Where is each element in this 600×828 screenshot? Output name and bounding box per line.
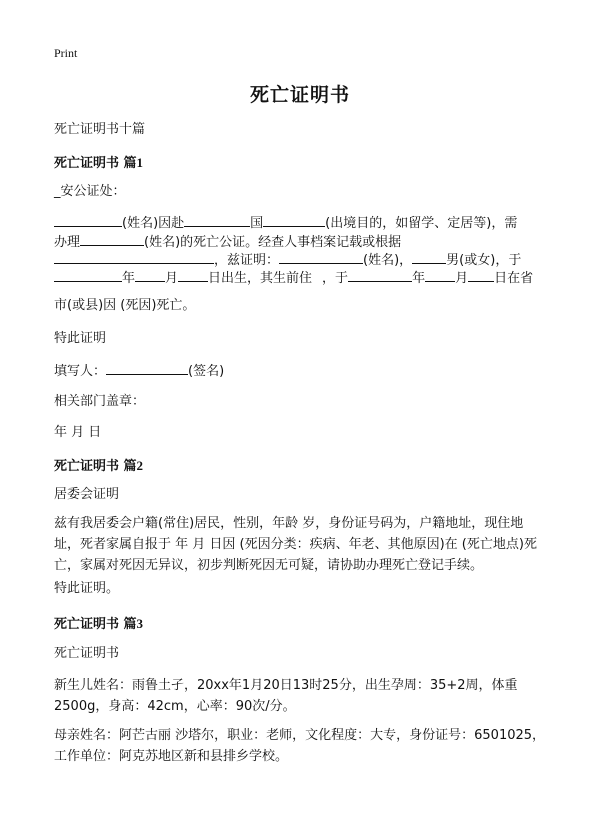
- recipient-line: _安公证处：: [54, 184, 126, 199]
- signature-blank[interactable]: [106, 361, 188, 375]
- form-text: 国: [250, 216, 264, 231]
- section-heading-1: [54, 152, 143, 171]
- filler-line: [54, 361, 224, 381]
- form-line-3: [54, 250, 521, 270]
- form-text: (出境目的，如留学、定居等)，需: [325, 216, 518, 231]
- section-heading-3: [54, 613, 143, 632]
- month-blank[interactable]: [135, 268, 165, 282]
- day-blank[interactable]: [468, 268, 494, 282]
- date-line: 年 月 日: [54, 425, 102, 440]
- section-heading-2: [54, 455, 143, 474]
- page-title: 死亡证明书: [249, 84, 350, 106]
- month-blank[interactable]: [425, 268, 455, 282]
- form-text: 日在省: [494, 271, 534, 286]
- name-blank[interactable]: [54, 213, 122, 227]
- form-text: ，于: [322, 271, 349, 286]
- form-line-5: 市(或县)因 (死因)死亡。: [54, 298, 196, 313]
- purpose-blank[interactable]: [263, 213, 325, 227]
- form-line-1: [54, 213, 517, 233]
- section-heading-number: 篇2: [123, 458, 144, 473]
- certify-text: 特此证明。: [54, 581, 120, 596]
- form-text: 年: [412, 271, 426, 286]
- gender-blank[interactable]: [412, 250, 446, 264]
- form-text: 日出生，其生前住: [208, 271, 313, 286]
- form-line-4: [54, 268, 533, 288]
- section3-label: 死亡证明书: [54, 646, 120, 661]
- form-text: 月: [165, 271, 179, 286]
- form-text: ，兹证明：: [214, 253, 280, 268]
- record-blank[interactable]: [54, 250, 214, 264]
- mother-info: 母亲姓名：阿芒古丽 沙塔尔，职业：老师，文化程度：大专，身份证号：6501025，工作单位：阿克苏地区新和县排乡学校。: [54, 728, 546, 764]
- day-blank[interactable]: [178, 268, 208, 282]
- section-heading-number: 篇3: [123, 616, 144, 631]
- section-heading-text: 死亡证明书: [54, 459, 120, 474]
- form-text: 男(或女)，于: [446, 253, 522, 268]
- certify-text: 特此证明: [54, 331, 107, 346]
- form-text: (姓名)的死亡公证。经查人事档案记载或根据: [144, 235, 402, 250]
- print-label[interactable]: Print: [54, 46, 78, 60]
- form-line-2: [54, 232, 401, 252]
- section-heading-text: 死亡证明书: [54, 617, 120, 632]
- year-blank[interactable]: [54, 268, 122, 282]
- year-blank[interactable]: [348, 268, 412, 282]
- form-text: 年: [122, 271, 136, 286]
- form-text: 月: [455, 271, 469, 286]
- name-blank[interactable]: [279, 250, 363, 264]
- name-blank[interactable]: [80, 232, 144, 246]
- section2-body: 兹有我居委会户籍(常住)居民，性别，年龄 岁，身份证号码为，户籍地址，现住地址，死者家属自报于 年 月 日因 (死因分类：疾病、年老、其他原因)在 (死亡地点)死亡，家属对死因无异议，初步判断死因无可疑，请协助办理死亡登记手续。: [54, 516, 537, 573]
- filler-label: 填写人：: [54, 364, 107, 379]
- section-heading-number: 篇1: [123, 155, 144, 170]
- document-subtitle: 死亡证明书十篇: [54, 122, 146, 137]
- form-text: 办理: [54, 235, 81, 250]
- dept-seal-label: 相关部门盖章：: [54, 394, 146, 409]
- newborn-info: 新生儿姓名：雨鲁土孑，20xx年1月20日13时25分，出生孕周：35+2周，体重2500g，身高：42cm，心率：90次/分。: [54, 678, 518, 714]
- section-heading-text: 死亡证明书: [54, 156, 120, 171]
- org-label: 居委会证明: [54, 487, 120, 502]
- form-text: (姓名)，: [363, 253, 413, 268]
- destination-blank[interactable]: [184, 213, 250, 227]
- signature-label: (签名): [188, 364, 225, 379]
- form-text: (姓名)因赴: [122, 216, 185, 231]
